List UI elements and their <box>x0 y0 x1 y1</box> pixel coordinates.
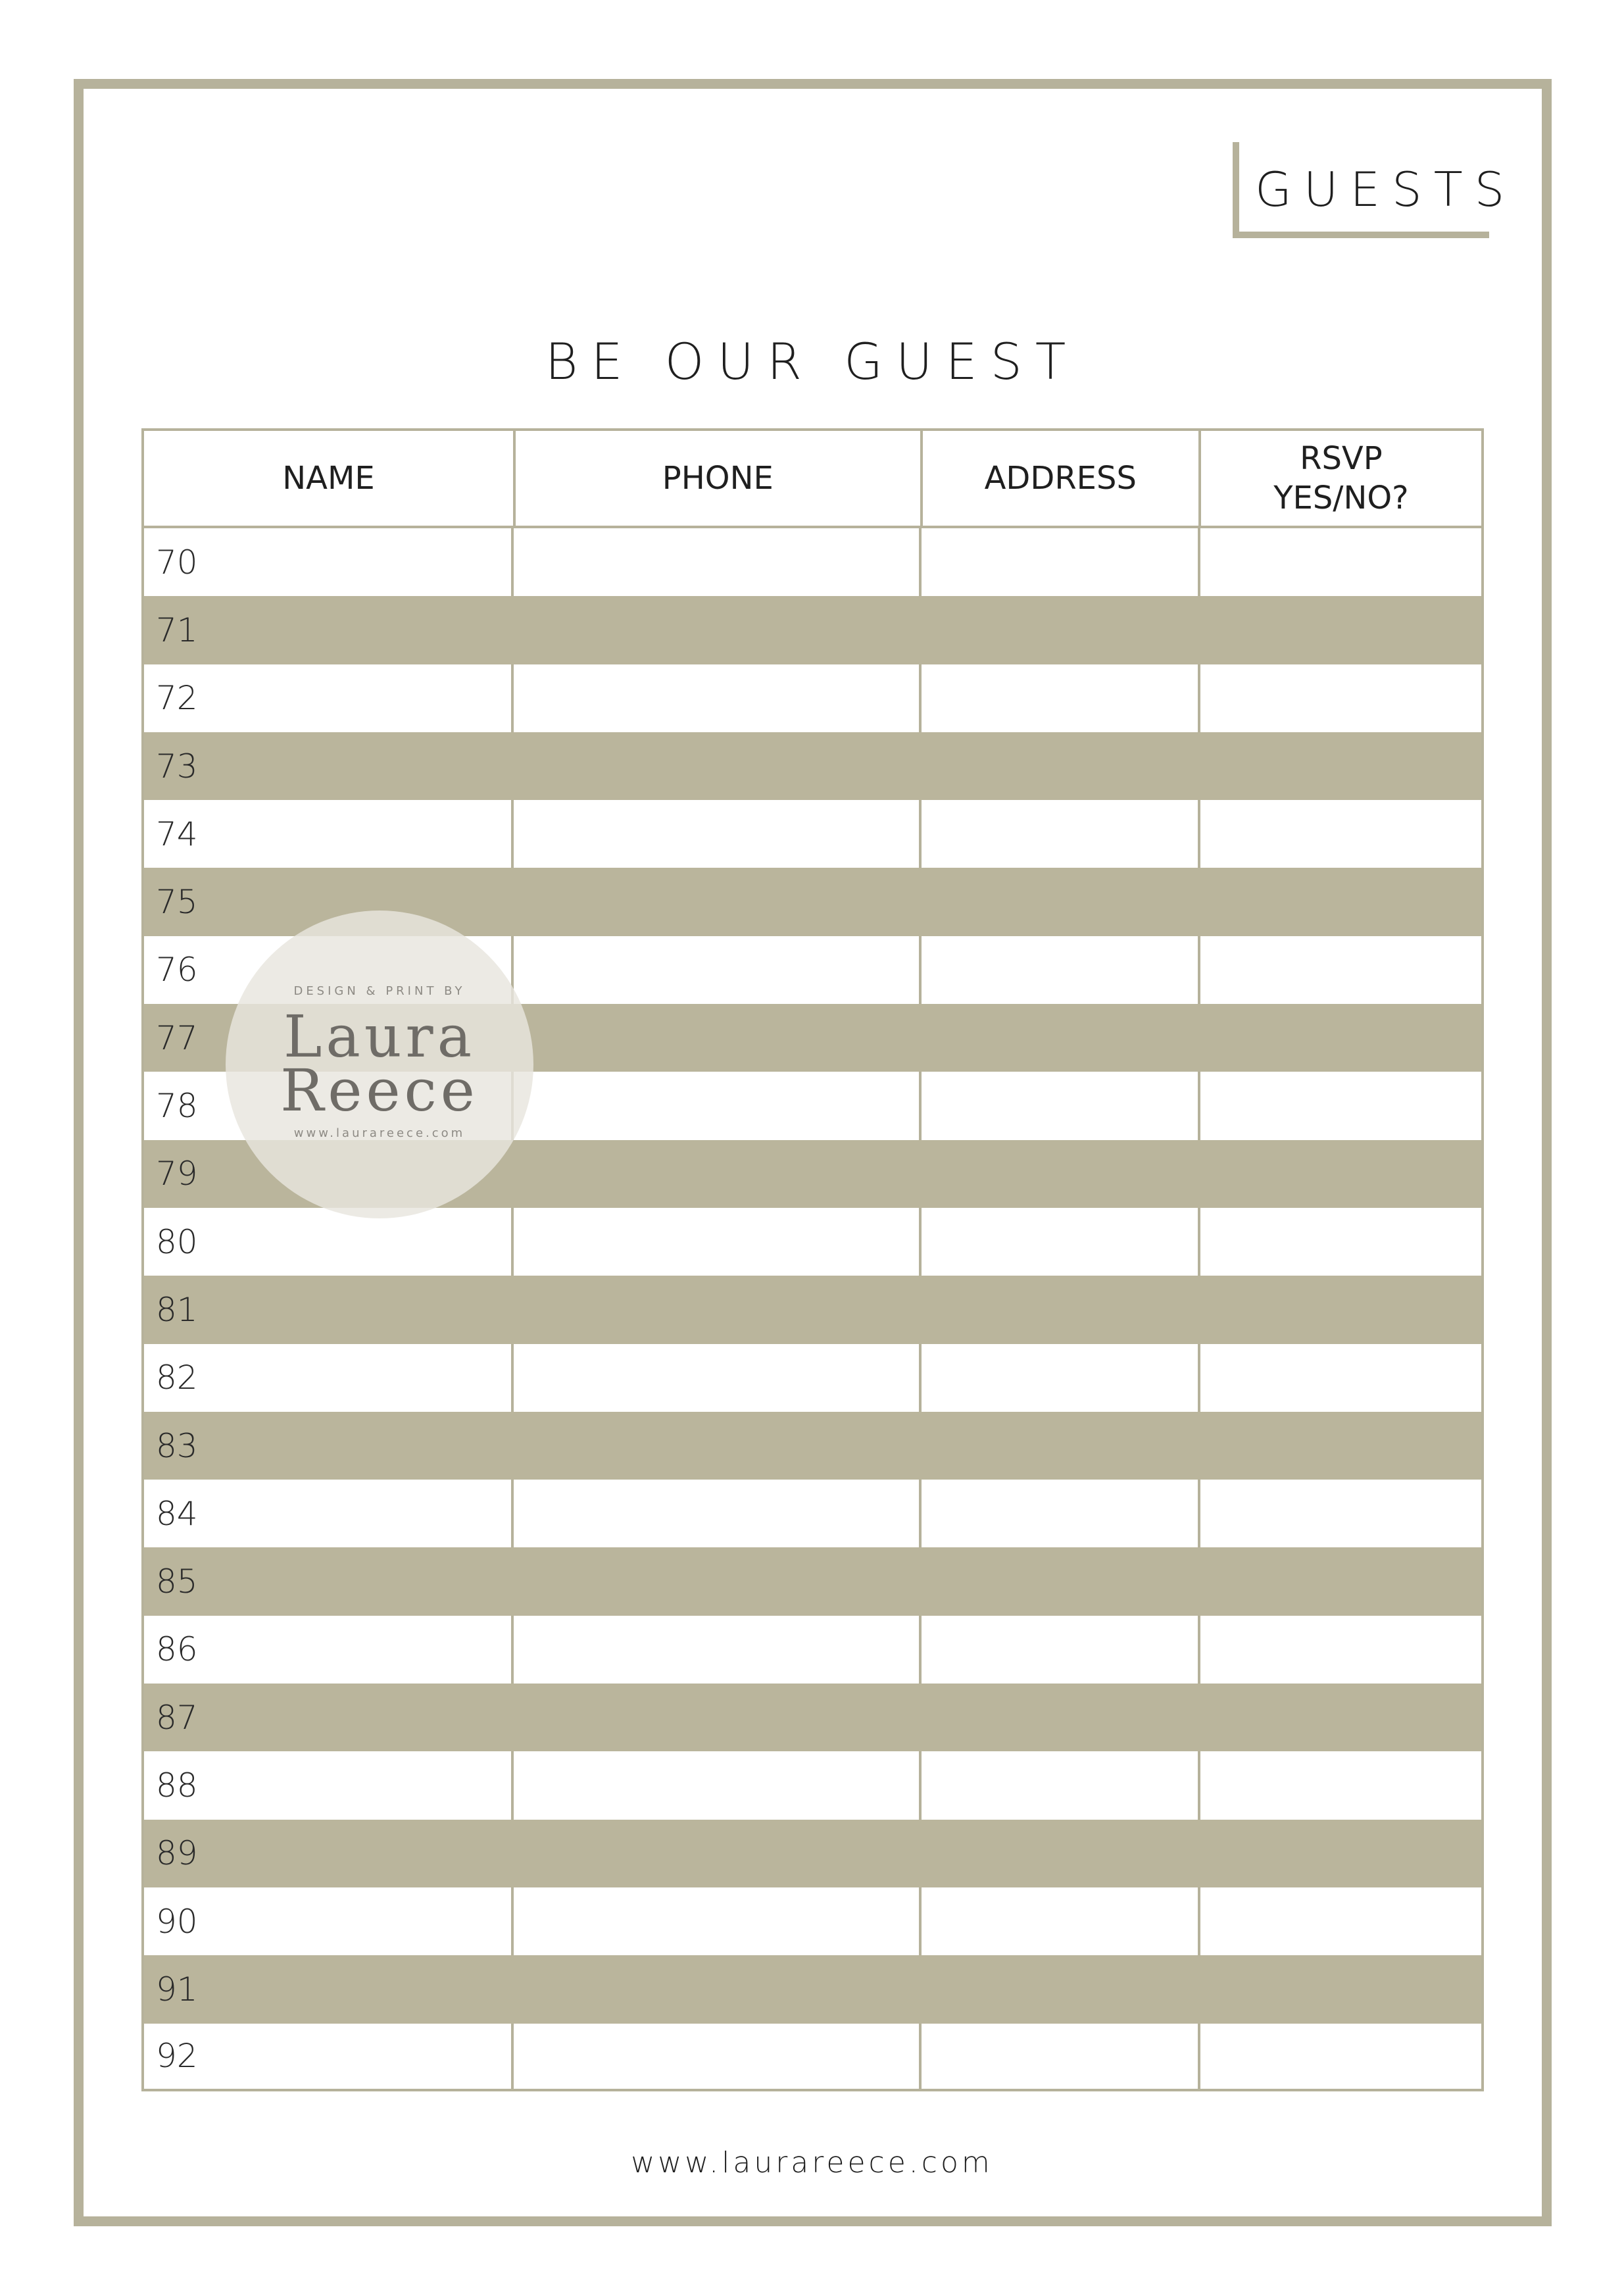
row-number-cell: 73 <box>144 732 514 800</box>
rsvp-cell <box>1200 596 1481 664</box>
table-row <box>141 1480 1484 1547</box>
row-number-cell: 77 <box>144 1004 514 1072</box>
address-cell <box>922 936 1200 1004</box>
phone-cell <box>514 1344 922 1412</box>
column-header-name: NAME <box>144 431 516 526</box>
row-number-cell: 82 <box>144 1344 514 1412</box>
rsvp-cell <box>1200 664 1481 732</box>
phone-cell <box>514 1412 922 1480</box>
phone-cell <box>514 1887 922 1955</box>
address-cell <box>922 1344 1200 1412</box>
table-row <box>141 1751 1484 1819</box>
rsvp-cell <box>1200 936 1481 1004</box>
address-cell <box>922 2024 1200 2089</box>
row-number-cell: 78 <box>144 1072 514 1139</box>
table-row <box>141 1887 1484 1955</box>
table-row <box>141 1140 1484 1208</box>
rsvp-cell <box>1200 1955 1481 2023</box>
watermark-name-last: Reece <box>280 1057 479 1124</box>
table-header <box>141 428 1484 528</box>
table-row <box>141 868 1484 936</box>
phone-cell <box>514 1751 922 1819</box>
row-number-cell: 87 <box>144 1684 514 1751</box>
rsvp-cell <box>1200 1004 1481 1072</box>
table-row <box>141 1616 1484 1684</box>
row-number-cell: 70 <box>144 528 514 596</box>
rsvp-cell <box>1200 800 1481 868</box>
table-row <box>141 1820 1484 1887</box>
address-cell <box>922 1480 1200 1547</box>
rsvp-cell <box>1200 1140 1481 1208</box>
table-row <box>141 732 1484 800</box>
phone-cell <box>514 1820 922 1887</box>
table-row <box>141 1208 1484 1276</box>
footer-url: www.laurareece.com <box>631 2146 993 2180</box>
rsvp-cell <box>1200 868 1481 936</box>
watermark-name-first: Laura <box>283 1003 476 1070</box>
column-header-address: ADDRESS <box>923 431 1201 526</box>
rsvp-cell <box>1200 528 1481 596</box>
row-number-cell: 89 <box>144 1820 514 1887</box>
rsvp-cell <box>1200 1684 1481 1751</box>
address-cell <box>922 1140 1200 1208</box>
rsvp-cell <box>1200 1412 1481 1480</box>
row-number-cell: 76 <box>144 936 514 1004</box>
phone-cell <box>514 596 922 664</box>
row-number-cell: 90 <box>144 1887 514 1955</box>
column-header-rsvp: RSVP YES/NO? <box>1273 440 1409 516</box>
watermark-url: www.laurareece.com <box>293 1126 466 1140</box>
row-number-cell: 72 <box>144 664 514 732</box>
row-number-cell: 92 <box>144 2024 514 2089</box>
row-number-cell: 88 <box>144 1751 514 1819</box>
phone-cell <box>514 1004 922 1072</box>
rsvp-cell <box>1200 1751 1481 1819</box>
address-cell <box>922 1820 1200 1887</box>
table-row <box>141 936 1484 1004</box>
section-tab <box>1233 142 1517 238</box>
row-number-cell: 84 <box>144 1480 514 1547</box>
table-row <box>141 1955 1484 2023</box>
address-cell <box>922 800 1200 868</box>
rsvp-cell <box>1200 1820 1481 1887</box>
watermark-tagline: DESIGN & PRINT BY <box>293 984 466 998</box>
address-cell <box>922 1004 1200 1072</box>
address-cell <box>922 1276 1200 1343</box>
address-cell <box>922 1616 1200 1684</box>
row-number-cell: 74 <box>144 800 514 868</box>
table-row <box>141 528 1484 596</box>
row-number-cell: 91 <box>144 1955 514 2023</box>
address-cell <box>922 732 1200 800</box>
phone-cell <box>514 1547 922 1615</box>
section-tab-title: GUESTS <box>1255 162 1517 217</box>
phone-cell <box>514 936 922 1004</box>
phone-cell <box>514 732 922 800</box>
address-cell <box>922 1547 1200 1615</box>
rsvp-cell <box>1200 732 1481 800</box>
address-cell <box>922 1072 1200 1139</box>
phone-cell <box>514 664 922 732</box>
row-number-cell: 75 <box>144 868 514 936</box>
phone-cell <box>514 1276 922 1343</box>
address-cell <box>922 868 1200 936</box>
phone-cell <box>514 1140 922 1208</box>
table-row <box>141 596 1484 664</box>
table-row <box>141 1547 1484 1615</box>
table-row <box>141 1276 1484 1343</box>
address-cell <box>922 1887 1200 1955</box>
table-row <box>141 1072 1484 1139</box>
table-body <box>141 528 1484 2091</box>
phone-cell <box>514 1480 922 1547</box>
phone-cell <box>514 1616 922 1684</box>
phone-cell <box>514 2024 922 2089</box>
address-cell <box>922 528 1200 596</box>
address-cell <box>922 1751 1200 1819</box>
address-cell <box>922 1412 1200 1480</box>
row-number-cell: 83 <box>144 1412 514 1480</box>
phone-cell <box>514 868 922 936</box>
rsvp-cell <box>1200 1208 1481 1276</box>
address-cell <box>922 1955 1200 2023</box>
row-number-cell: 86 <box>144 1616 514 1684</box>
address-cell <box>922 1684 1200 1751</box>
table-row <box>141 664 1484 732</box>
address-cell <box>922 1208 1200 1276</box>
column-header-phone: PHONE <box>516 431 923 526</box>
rsvp-cell <box>1200 1344 1481 1412</box>
table-row <box>141 1344 1484 1412</box>
phone-cell <box>514 800 922 868</box>
rsvp-cell <box>1200 1547 1481 1615</box>
table-row <box>141 2024 1484 2091</box>
row-number-cell: 71 <box>144 596 514 664</box>
rsvp-cell <box>1200 1480 1481 1547</box>
phone-cell <box>514 528 922 596</box>
address-cell <box>922 664 1200 732</box>
rsvp-cell <box>1200 1072 1481 1139</box>
rsvp-cell <box>1200 2024 1481 2089</box>
table-row <box>141 1004 1484 1072</box>
table-row <box>141 1684 1484 1751</box>
phone-cell <box>514 1072 922 1139</box>
phone-cell <box>514 1955 922 2023</box>
guest-table <box>141 428 1484 2091</box>
phone-cell <box>514 1208 922 1276</box>
row-number-cell: 80 <box>144 1208 514 1276</box>
page-title: BE OUR GUEST <box>545 332 1079 391</box>
row-number-cell: 79 <box>144 1140 514 1208</box>
row-number-cell: 81 <box>144 1276 514 1343</box>
rsvp-cell <box>1200 1276 1481 1343</box>
rsvp-cell <box>1200 1887 1481 1955</box>
address-cell <box>922 596 1200 664</box>
table-row <box>141 1412 1484 1480</box>
row-number-cell: 85 <box>144 1547 514 1615</box>
table-row <box>141 800 1484 868</box>
rsvp-cell <box>1200 1616 1481 1684</box>
phone-cell <box>514 1684 922 1751</box>
